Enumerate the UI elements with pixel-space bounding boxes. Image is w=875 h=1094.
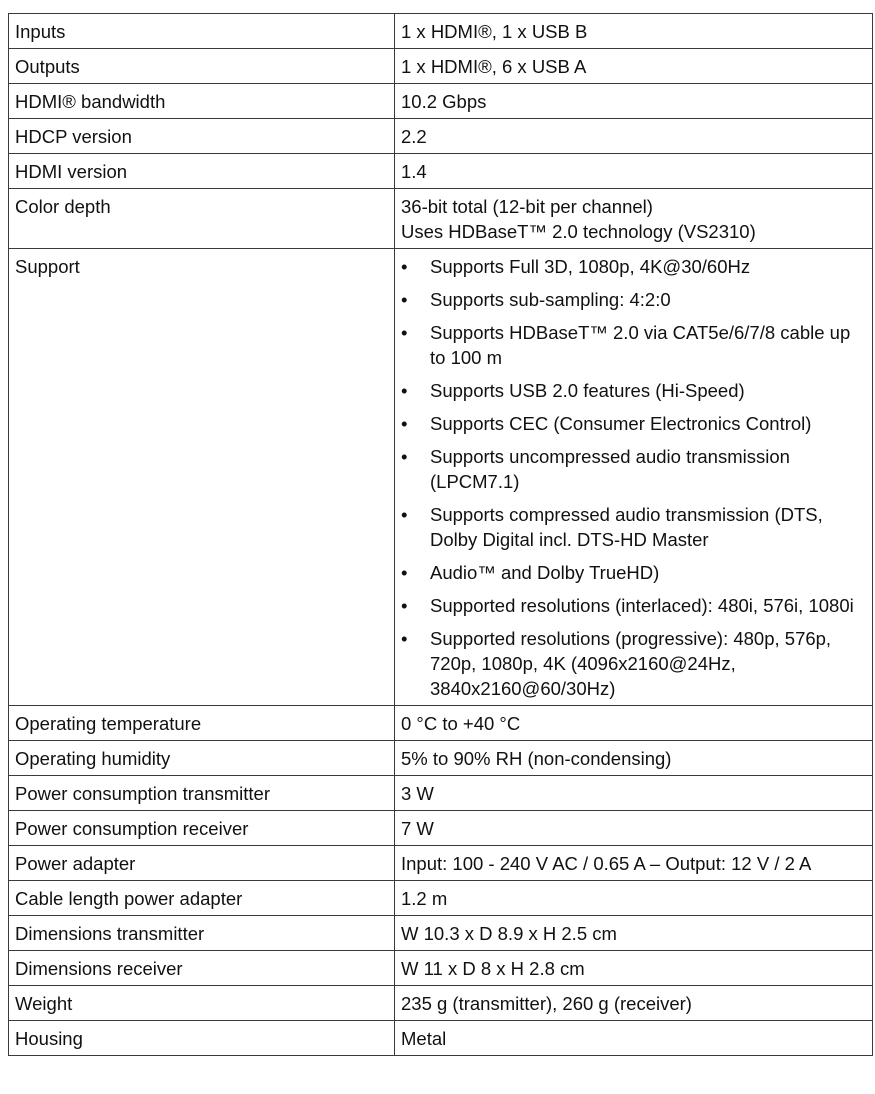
support-bullet: • Supports CEC (Consumer Electronics Control) bbox=[401, 411, 866, 436]
spec-label: HDMI version bbox=[9, 154, 395, 189]
spec-label: Operating temperature bbox=[9, 706, 395, 741]
spec-label: Dimensions receiver bbox=[9, 951, 395, 986]
spec-label: Dimensions transmitter bbox=[9, 916, 395, 951]
spec-label: Operating humidity bbox=[9, 741, 395, 776]
spec-value: 10.2 Gbps bbox=[395, 84, 873, 119]
spec-row-power-adapter bbox=[9, 846, 873, 881]
support-bullet: • Supports USB 2.0 features (Hi-Speed) bbox=[401, 378, 866, 403]
spec-label: Outputs bbox=[9, 49, 395, 84]
spec-value: Input: 100 - 240 V AC / 0.65 A – Output: 12 V / 2 A bbox=[395, 846, 873, 881]
spec-row-housing bbox=[9, 1021, 873, 1056]
support-bullet: • Supports sub-sampling: 4:2:0 bbox=[401, 287, 866, 312]
spec-value: W 10.3 x D 8.9 x H 2.5 cm bbox=[395, 916, 873, 951]
spec-label: Color depth bbox=[9, 189, 395, 249]
spec-label: HDMI® bandwidth bbox=[9, 84, 395, 119]
support-bullet: • Supports compressed audio transmission (DTS, Dolby Digital incl. DTS-HD Master bbox=[401, 502, 866, 552]
spec-label: Support bbox=[9, 249, 395, 706]
spec-label: Inputs bbox=[9, 14, 395, 49]
spec-value: 5% to 90% RH (non-condensing) bbox=[395, 741, 873, 776]
support-bullet-list bbox=[401, 254, 866, 701]
support-bullet: • Supported resolutions (progressive): 480p, 576p, 720p, 1080p, 4K (4096x2160@24Hz, 3840x2160@60/30Hz) bbox=[401, 626, 866, 701]
spec-value: 2.2 bbox=[395, 119, 873, 154]
spec-value bbox=[395, 249, 873, 706]
spec-row-dimensions-receiver bbox=[9, 951, 873, 986]
spec-value: 1.4 bbox=[395, 154, 873, 189]
spec-row-support bbox=[9, 249, 873, 706]
support-bullet: • Supported resolutions (interlaced): 480i, 576i, 1080i bbox=[401, 593, 866, 618]
spec-value bbox=[395, 189, 873, 249]
support-bullet: • Supports Full 3D, 1080p, 4K@30/60Hz bbox=[401, 254, 866, 279]
spec-row-weight bbox=[9, 986, 873, 1021]
spec-value-line: 36-bit total (12-bit per channel) bbox=[401, 196, 653, 217]
spec-value: 7 W bbox=[395, 811, 873, 846]
spec-row-hdmi-bandwidth bbox=[9, 84, 873, 119]
spec-value: 235 g (transmitter), 260 g (receiver) bbox=[395, 986, 873, 1021]
spec-value: W 11 x D 8 x H 2.8 cm bbox=[395, 951, 873, 986]
spec-value-line: Uses HDBaseT™ 2.0 technology (VS2310) bbox=[401, 221, 756, 242]
spec-row-operating-temperature bbox=[9, 706, 873, 741]
spec-value: 3 W bbox=[395, 776, 873, 811]
spec-row-operating-humidity bbox=[9, 741, 873, 776]
spec-value: 0 °C to +40 °C bbox=[395, 706, 873, 741]
spec-label: Power adapter bbox=[9, 846, 395, 881]
spec-label: Housing bbox=[9, 1021, 395, 1056]
spec-row-power-consumption-transmitter bbox=[9, 776, 873, 811]
spec-value: Metal bbox=[395, 1021, 873, 1056]
spec-label: Cable length power adapter bbox=[9, 881, 395, 916]
spec-row-power-consumption-receiver bbox=[9, 811, 873, 846]
support-bullet: • Supports uncompressed audio transmission (LPCM7.1) bbox=[401, 444, 866, 494]
support-bullet: • Supports HDBaseT™ 2.0 via CAT5e/6/7/8 cable up to 100 m bbox=[401, 320, 866, 370]
spec-value: 1.2 m bbox=[395, 881, 873, 916]
spec-label: Weight bbox=[9, 986, 395, 1021]
spec-label: Power consumption transmitter bbox=[9, 776, 395, 811]
spec-row-cable-length bbox=[9, 881, 873, 916]
spec-row-hdmi-version bbox=[9, 154, 873, 189]
spec-row-hdcp-version bbox=[9, 119, 873, 154]
spec-row-inputs bbox=[9, 14, 873, 49]
spec-value: 1 x HDMI®, 6 x USB A bbox=[395, 49, 873, 84]
spec-row-dimensions-transmitter bbox=[9, 916, 873, 951]
spec-label: HDCP version bbox=[9, 119, 395, 154]
spec-table bbox=[8, 13, 873, 1056]
spec-row-color-depth bbox=[9, 189, 873, 249]
support-bullet: • Audio™ and Dolby TrueHD) bbox=[401, 560, 866, 585]
spec-label: Power consumption receiver bbox=[9, 811, 395, 846]
spec-value: 1 x HDMI®, 1 x USB B bbox=[395, 14, 873, 49]
spec-row-outputs bbox=[9, 49, 873, 84]
